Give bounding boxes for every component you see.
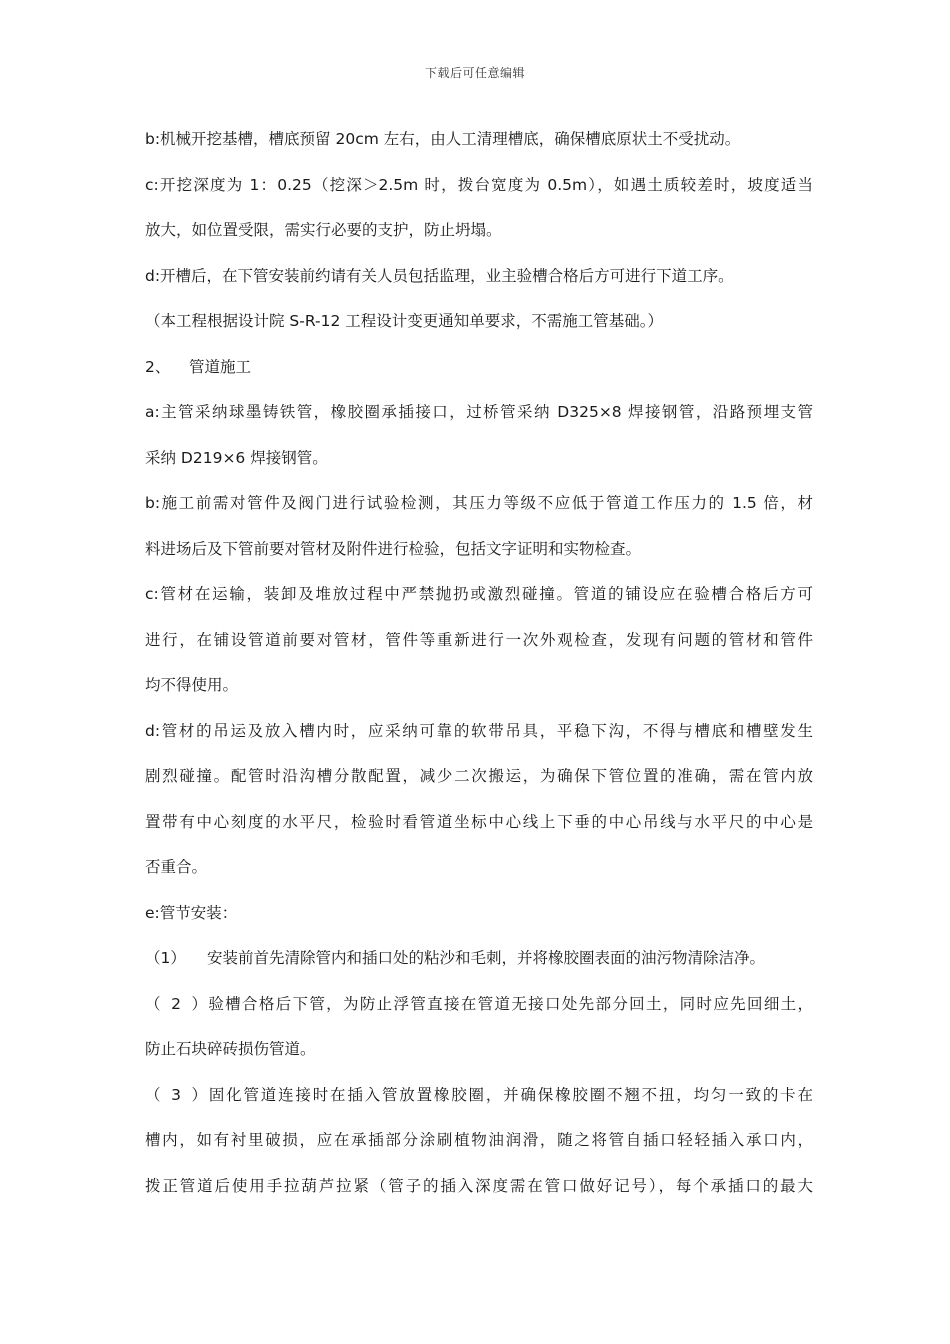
line-text: 否重合。 <box>145 858 208 876</box>
line-text: a:主管采纳球墨铸铁管，橡胶圈承插接口，过桥管采纳 D325×8 焊接钢管，沿路预埋支管 <box>145 403 813 421</box>
item-number: （1） <box>145 949 186 967</box>
text-line <box>145 1027 813 1073</box>
text-line <box>145 299 813 345</box>
line-text: 采纳 D219×6 焊接钢管。 <box>145 448 328 467</box>
line-text: 放大，如位置受限，需实行必要的支护，防止坍塌。 <box>145 221 502 239</box>
line-text: 管道施工 <box>189 357 252 376</box>
line-text: （本工程根据设计院 S-R-12 工程设计变更通知单要求，不需施工管基础。） <box>145 312 663 330</box>
line-text: 进行，在铺设管道前要对管材，管件等重新进行一次外观检查，发现有问题的管材和管件 <box>145 630 813 649</box>
line-text: 固化管道连接时在插入管放置橡胶圈，并确保橡胶圈不翘不扭，均匀一致的卡在 <box>207 1085 813 1104</box>
text-line <box>145 1164 813 1210</box>
line-text: c:管材在运输，装卸及堆放过程中严禁抛扔或激烈碰撞。管道的铺设应在验槽合格后方可 <box>145 585 813 603</box>
line-text: 剧烈碰撞。配管时沿沟槽分散配置，减少二次搬运，为确保下管位置的准确，需在管内放 <box>145 767 813 785</box>
text-line <box>145 754 813 800</box>
section-heading <box>145 345 813 391</box>
line-text: 料进场后及下管前要对管材及附件进行检验，包括文字证明和实物检查。 <box>145 539 642 558</box>
line-text: b:施工前需对管件及阀门进行试验检测，其压力等级不应低于管道工作压力的 1.5 倍，材 <box>145 494 813 512</box>
text-line <box>145 117 813 163</box>
line-text: d:开槽后，在下管安装前约请有关人员包括监理，业主验槽合格后方可进行下道工序。 <box>145 266 734 285</box>
line-text: 拨正管道后使用手拉葫芦拉紧（管子的插入深度需在管口做好记号），每个承插口的最大 <box>145 1176 813 1195</box>
text-line <box>145 891 813 937</box>
line-text: 均不得使用。 <box>145 676 239 694</box>
line-text: c:开挖深度为 1：0.25（挖深＞2.5m 时，拨台宽度为 0.5m），如遇土质较差时，坡度适当 <box>145 175 813 194</box>
document-body <box>145 117 813 1209</box>
text-line <box>145 663 813 709</box>
text-line <box>145 1118 813 1164</box>
text-line <box>145 527 813 573</box>
text-line <box>145 163 813 209</box>
text-line <box>145 936 813 982</box>
text-line <box>145 845 813 891</box>
text-line <box>145 572 813 618</box>
text-line <box>145 254 813 300</box>
line-text: e:管节安装： <box>145 903 238 922</box>
line-text: 槽内，如有衬里破损，应在承插部分涂刷植物油润滑，随之将管自插口轻轻插入承口内， <box>145 1131 813 1149</box>
line-text: 安装前首先清除管内和插口处的粘沙和毛刺，并将橡胶圈表面的油污物清除洁净。 <box>207 949 766 967</box>
text-line <box>145 390 813 436</box>
item-number: （2） <box>145 994 207 1013</box>
text-line <box>145 982 813 1028</box>
page-header: 下载后可任意编辑 <box>424 66 525 80</box>
text-line <box>145 436 813 482</box>
line-text: b:机械开挖基槽，槽底预留 20cm 左右，由人工清理槽底，确保槽底原状土不受扰动。 <box>145 130 741 148</box>
text-line <box>145 208 813 254</box>
text-line <box>145 709 813 755</box>
item-number: （3） <box>145 1085 207 1104</box>
line-text: d:管材的吊运及放入槽内时，应采纳可靠的软带吊具，平稳下沟，不得与槽底和槽壁发生 <box>145 721 813 740</box>
line-text: 防止石块碎砖损伤管道。 <box>145 1040 316 1058</box>
text-line <box>145 800 813 846</box>
text-line <box>145 618 813 664</box>
text-line <box>145 1073 813 1119</box>
item-number: 2、 <box>145 357 171 376</box>
line-text: 验槽合格后下管，为防止浮管直接在管道无接口处先部分回土，同时应先回细土， <box>207 994 813 1013</box>
text-line <box>145 481 813 527</box>
line-text: 置带有中心刻度的水平尺，检验时看管道坐标中心线上下垂的中心吊线与水平尺的中心是 <box>145 812 813 831</box>
